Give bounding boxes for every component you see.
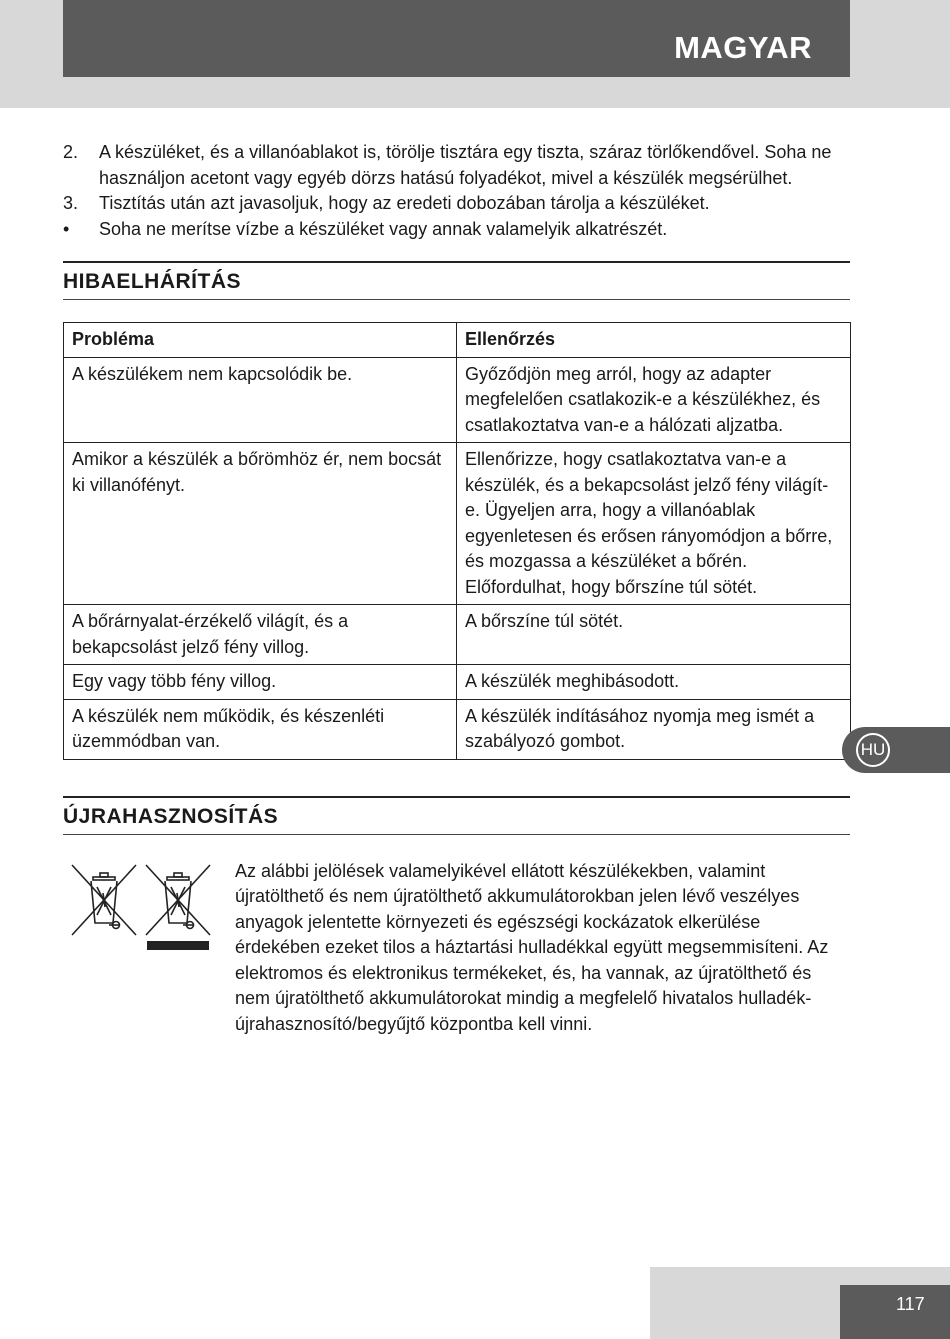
intro-list xyxy=(63,140,850,242)
check-cell: A készülék indításához nyomja meg ismét a szabályozó gombot. xyxy=(457,699,851,759)
check-cell: Ellenőrizze, hogy csatlakoztatva van-e a készülék, és a bekapcsolást jelző fény világít-e. Ügyeljen arra, hogy a villanóablak egyenletesen és erősen rányomódjon a bőrre, és mozgassa a készüléket a bőrén. Előfordulhat, hogy bőrszíne túl sötét. xyxy=(457,443,851,605)
list-item-text: Tisztítás után azt javasoljuk, hogy az eredeti dobozában tárolja a készüléket. xyxy=(99,193,710,213)
column-header-check: Ellenőrzés xyxy=(457,323,851,358)
page-number-box xyxy=(840,1285,950,1339)
table-row xyxy=(64,443,851,605)
problem-cell: A készülékem nem kapcsolódik be. xyxy=(64,357,457,443)
problem-cell: Amikor a készülék a bőrömhöz ér, nem bocsát ki villanófényt. xyxy=(64,443,457,605)
list-marker: 3. xyxy=(63,193,79,213)
column-header-problem: Probléma xyxy=(64,323,457,358)
troubleshooting-heading: HIBAELHÁRÍTÁS xyxy=(63,261,850,300)
table-row xyxy=(64,357,851,443)
language-side-tab xyxy=(842,727,950,773)
page-content xyxy=(63,140,850,1037)
list-item-text: A készüléket, és a villanóablakot is, törölje tisztára egy tiszta, száraz törlőkendővel. Soha ne használjon acetont vagy egyéb dörzs hatású folyadékot, mivel a készülék megsérülhet. xyxy=(99,142,832,188)
table-row xyxy=(64,699,851,759)
list-item xyxy=(63,140,850,191)
crossed-bin-icon xyxy=(69,863,139,943)
crossed-bin-with-bar-icon xyxy=(143,863,213,959)
problem-cell: Egy vagy több fény villog. xyxy=(64,665,457,700)
recycling-text: Az alábbi jelölések valamelyikével ellátott készülékekben, valamint újratölthető és nem újratölthető akkumulátorokban jelen lévő veszélyes anyagok jelentette környezeti és egészségi kockázatok elkerülése érdekében ezeket tilos a háztartási hulladékkal együtt megsemmisíteni. Az elektromos és elektronikus termékeket, és, ha vannak, az újratölthető és nem újratölthető akkumulátorokat mindig a megfelelő hivatalos hulladék-újrahasznosító/begyűjtő központba kell vinni. xyxy=(235,860,829,1034)
table-row xyxy=(64,605,851,665)
table-header-row xyxy=(64,323,851,358)
list-item-text: Soha ne merítse vízbe a készüléket vagy annak valamelyik alkatrészét. xyxy=(99,218,668,239)
recycling-block xyxy=(63,861,850,1038)
language-badge: HU xyxy=(856,733,890,767)
table-row xyxy=(64,665,851,700)
page-number: 117 xyxy=(896,1294,925,1314)
list-item xyxy=(63,191,850,217)
problem-cell: A bőrárnyalat-érzékelő világít, és a bekapcsolást jelző fény villog. xyxy=(64,605,457,665)
troubleshooting-table xyxy=(63,322,851,760)
header-bar xyxy=(63,0,850,77)
list-marker: • xyxy=(63,218,70,239)
recycling-heading: ÚJRAHASZNOSÍTÁS xyxy=(63,796,850,835)
list-marker: 2. xyxy=(63,142,79,162)
list-item xyxy=(63,217,850,243)
recycling-symbols xyxy=(63,861,235,961)
check-cell: A készülék meghibásodott. xyxy=(457,665,851,700)
check-cell: Győződjön meg arról, hogy az adapter megfelelően csatlakozik-e a készülékhez, és csatlakoztatva van-e a hálózati aljzatba. xyxy=(457,357,851,443)
check-cell: A bőrszíne túl sötét. xyxy=(457,605,851,665)
problem-cell: A készülék nem működik, és készenléti üzemmódban van. xyxy=(64,699,457,759)
language-title: MAGYAR xyxy=(674,30,812,65)
